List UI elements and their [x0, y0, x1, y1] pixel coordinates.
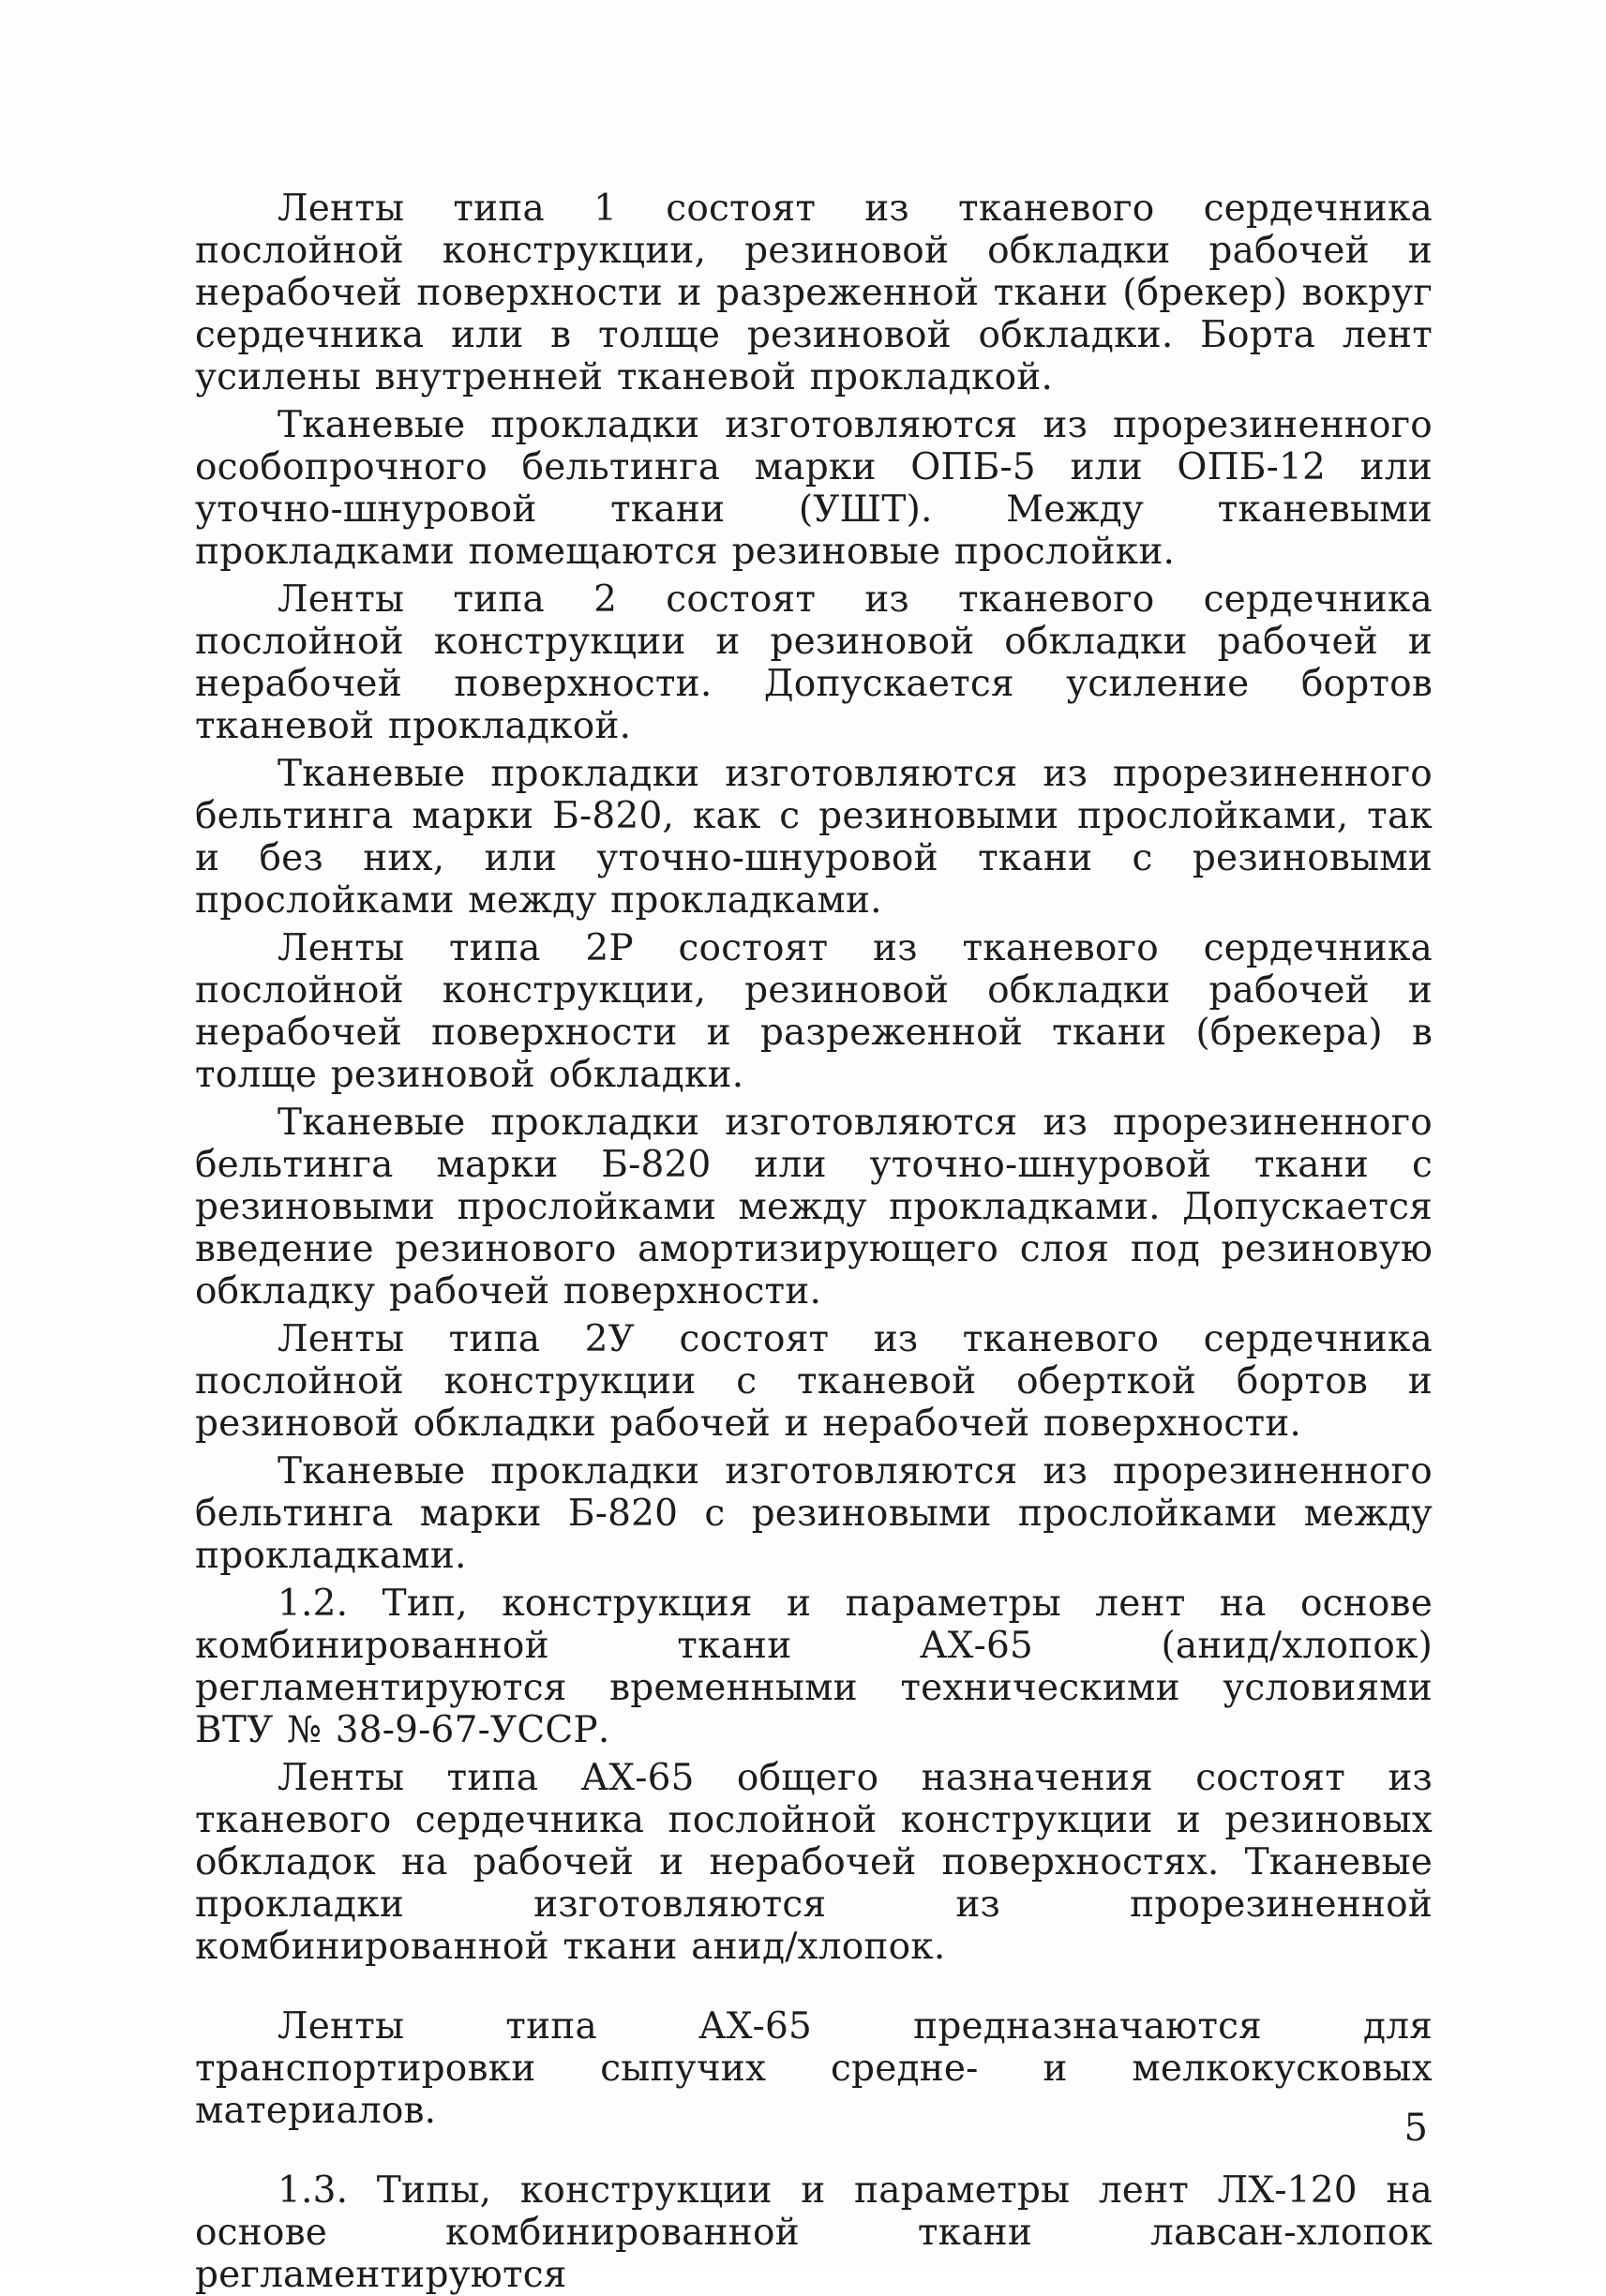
- paragraph-ax65-belts: Ленты типа АХ-65 общего назначения состоят из тканевого сердечника послойной конструкции и резиновых обкладок на рабочей и нерабочей поверхностях. Тканевые прокладки изготовляются из прорезиненной комбинированной ткани анид/хлопок.: [195, 1757, 1433, 1968]
- paragraph-type1-belts: Ленты типа 1 состоят из тканевого сердечника послойной конструкции, резиновой обкладки рабочей и нерабочей поверхности и разреженной ткани (брекер) вокруг сердечника или в толще резиновой обкладки. Борта лент усилены внутренней тканевой прокладкой.: [195, 188, 1433, 398]
- paragraph-ax65-purpose: Ленты типа АХ-65 предназначаются для транспортировки сыпучих средне- и мелкокусковых материалов.: [195, 2005, 1433, 2132]
- paragraph-type2u-plies: Тканевые прокладки изготовляются из прорезиненного бельтинга марки Б-820 с резиновыми прослойками между прокладками.: [195, 1450, 1433, 1577]
- body-text: [195, 188, 1433, 2296]
- paragraph-type2u-belts: Ленты типа 2У состоят из тканевого сердечника послойной конструкции с тканевой оберткой бортов и резиновой обкладки рабочей и нерабочей поверхности.: [195, 1318, 1433, 1445]
- page-number: 5: [1403, 2107, 1428, 2150]
- paragraph-section-1-2: 1.2. Тип, конструкция и параметры лент на основе комбинированной ткани АХ-65 (анид/хлопок) регламентируются временными техническими условиями ВТУ № 38-9-67-УССР.: [195, 1583, 1433, 1751]
- paragraph-type2r-belts: Ленты типа 2Р состоят из тканевого сердечника послойной конструкции, резиновой обкладки рабочей и нерабочей поверхности и разреженной ткани (брекера) в толще резиновой обкладки.: [195, 927, 1433, 1096]
- paragraph-section-1-3: 1.3. Типы, конструкции и параметры лент ЛХ-120 на основе комбинированной ткани лавсан-хлопок регламентируются: [195, 2169, 1433, 2296]
- paragraph-type2-belts: Ленты типа 2 состоят из тканевого сердечника послойной конструкции и резиновой обкладки рабочей и нерабочей поверхности. Допускается усиление бортов тканевой прокладкой.: [195, 578, 1433, 747]
- paragraph-type2r-plies: Тканевые прокладки изготовляются из прорезиненного бельтинга марки Б-820 или уточно-шнуровой ткани с резиновыми прослойками между прокладками. Допускается введение резинового амортизирующего слоя под резиновую обкладку рабочей поверхности.: [195, 1102, 1433, 1313]
- paragraph-type2-plies: Тканевые прокладки изготовляются из прорезиненного бельтинга марки Б-820, как с резиновыми прослойками, так и без них, или уточно-шнуровой ткани с резиновыми прослойками между прокладками.: [195, 753, 1433, 922]
- paragraph-type1-plies: Тканевые прокладки изготовляются из прорезиненного особопрочного бельтинга марки ОПБ-5 или ОПБ-12 или уточно-шнуровой ткани (УШТ). Между тканевыми прокладками помещаются резиновые прослойки.: [195, 404, 1433, 573]
